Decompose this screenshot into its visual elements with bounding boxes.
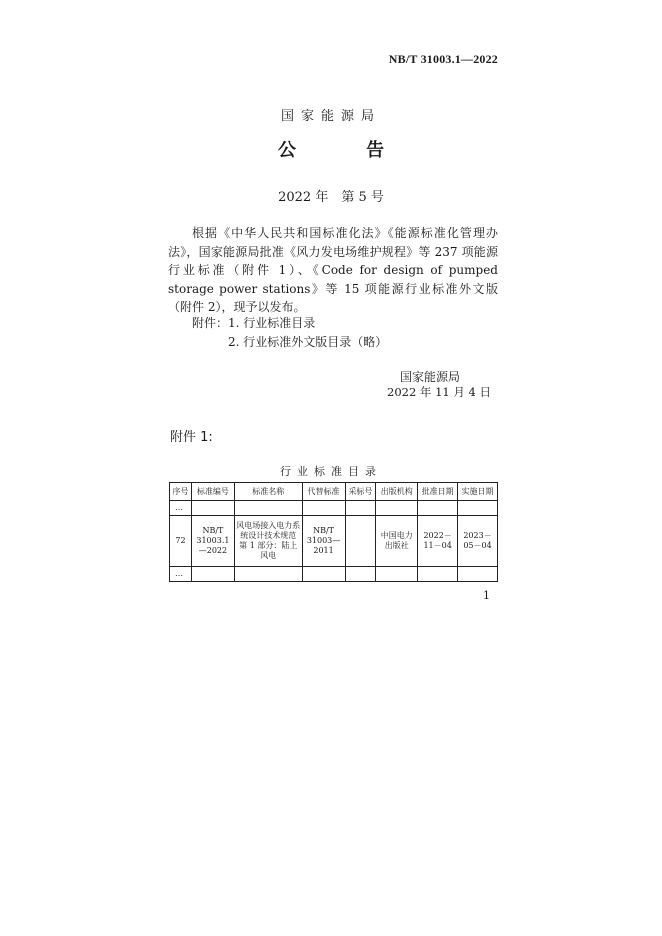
signer: 国家能源局 bbox=[400, 370, 461, 384]
cell-no: 72 bbox=[170, 516, 192, 567]
ellipsis-cell: … bbox=[170, 567, 192, 582]
column-header: 标准名称 bbox=[234, 483, 302, 501]
cell-name: 风电场接入电力系统设计技术规范 第 1 部分：陆上风电 bbox=[234, 516, 302, 567]
cell-code: NB/T 31003.1—2022 bbox=[191, 516, 234, 567]
attachments-label: 附件： bbox=[192, 316, 229, 330]
cell-publisher: 中国电力出版社 bbox=[376, 516, 418, 567]
announcement-title: 公 告 bbox=[277, 140, 417, 161]
announcement-body bbox=[168, 224, 498, 317]
column-header: 实施日期 bbox=[458, 483, 498, 501]
column-header: 批准日期 bbox=[418, 483, 458, 501]
column-header: 标准编号 bbox=[191, 483, 234, 501]
table-row-ellipsis bbox=[170, 501, 498, 516]
column-header: 出版机构 bbox=[376, 483, 418, 501]
sign-date: 2022 年 11 月 4 日 bbox=[387, 385, 491, 399]
issuer-name: 国家能源局 bbox=[280, 109, 381, 124]
attachment-item-2 bbox=[192, 333, 387, 352]
announcement-number: 2022 年 第 5 号 bbox=[278, 190, 384, 205]
attachment-1-text: 1. 行业标准目录 bbox=[228, 316, 316, 330]
ellipsis-cell: … bbox=[170, 501, 192, 516]
appendix-label: 附件 1: bbox=[170, 430, 213, 445]
attachment-list bbox=[192, 314, 387, 351]
page-number: 1 bbox=[483, 589, 490, 602]
cell-adopted bbox=[345, 516, 376, 567]
column-header: 序号 bbox=[170, 483, 192, 501]
table-header-row bbox=[170, 483, 498, 501]
standards-table bbox=[169, 482, 498, 582]
cell-approval-date: 2022－11－04 bbox=[418, 516, 458, 567]
column-header: 代替标准 bbox=[302, 483, 345, 501]
table-row-ellipsis bbox=[170, 567, 498, 582]
standard-code-header: NB/T 31003.1—2022 bbox=[388, 52, 498, 66]
cell-replaces: NB/T 31003—2011 bbox=[302, 516, 345, 567]
column-header: 采标号 bbox=[345, 483, 376, 501]
attachment-2-text: 2. 行业标准外文版目录（略） bbox=[228, 334, 388, 349]
body-paragraph: 根据《中华人民共和国标准化法》《能源标准化管理办法》，国家能源局批准《风力发电场维护规程》等 237 项能源行业标准（附件 1）、《Code for design of pumped storage power stations》等 15 项能源行业标准外文版（附件 2），现予以发布。 bbox=[168, 226, 498, 314]
table-title: 行业标准目录 bbox=[280, 465, 382, 478]
attachment-item-1 bbox=[192, 314, 387, 333]
cell-effective-date: 2023－05－04 bbox=[458, 516, 498, 567]
table-row bbox=[170, 516, 498, 567]
